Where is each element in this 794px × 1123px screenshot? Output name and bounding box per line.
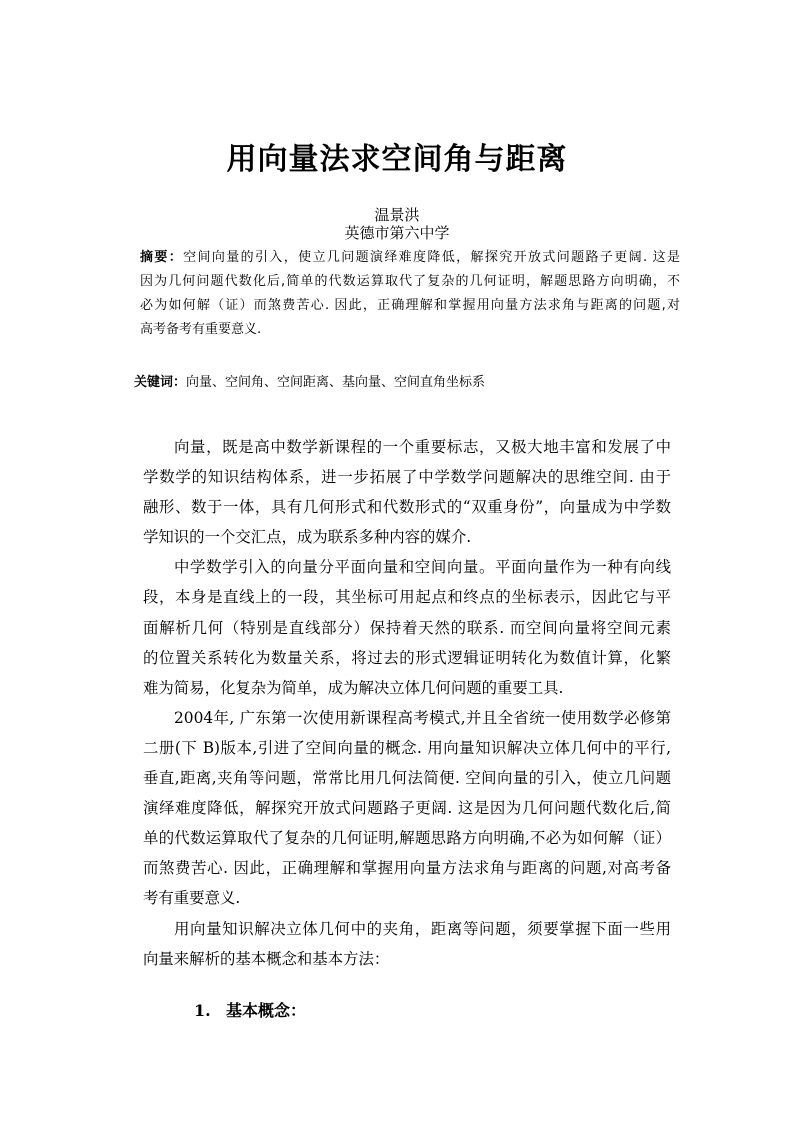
paragraph-line: 单的代数运算取代了复杂的几何证明,解题思路方向明确,不必为如何解（证） [143,829,671,848]
paragraph-line: 的位置关系转化为数量关系，将过去的形式逻辑证明转化为数值计算，化繁 [143,648,671,667]
paragraph-line: 学知识的一个交汇点，成为联系多种内容的媒介. [143,528,472,547]
keywords-label: 关键词： [134,375,187,390]
abstract [140,246,680,342]
document-title: 用向量法求空间角与距离 [226,142,568,177]
paragraph-line: 二册(下 B)版本,引进了空间向量的概念. 用向量知识解决立体几何中的平行, [143,738,671,757]
paragraph-3 [143,703,671,914]
paragraph-line: 演绎难度降低，解探究开放式问题路子更阔. 这是因为几何问题代数化后,简 [143,799,671,818]
abstract-line: 因为几何问题代数化后,简单的代数运算取代了复杂的几何证明，解题思路方向明确，不 [140,274,680,289]
paragraph-line: 而煞费苦心. 因此，正确理解和掌握用向量方法求角与距离的问题,对高考备 [143,859,671,878]
paragraph-line: 垂直,距离,夹角等问题，常常比用几何法简便. 空间向量的引入，使立几问题 [143,769,671,788]
paragraph-line: 难为简易，化复杂为简单，成为解决立体几何问题的重要工具. [143,678,564,697]
paragraph-line: 2004年, 广东第一次使用新课程高考模式,并且全省统一使用数学必修第 [174,708,671,727]
abstract-text: 空间向量的引入，使立几问题演绎难度降低，解探究开放式问题路子更阔. 这是 [183,250,680,265]
paragraph-line: 向量来解析的基本概念和基本方法： [143,949,390,968]
paragraph-line: 考有重要意义. [143,889,241,908]
paragraph-line: 用向量知识解决立体几何中的夹角，距离等问题，须要掌握下面一些用 [174,919,671,938]
body-text [143,432,671,974]
keywords-text: 向量、空间角、空间距离、基向量、空间直角坐标系 [186,375,486,390]
section-heading [194,998,306,1021]
paragraph-line: 面解析几何（特别是直线部分）保持着天然的联系. 而空间向量将空间元素 [143,618,671,637]
section-number: 1. [194,1001,211,1020]
paragraph-line: 向量，既是高中数学新课程的一个重要标志，又极大地丰富和发展了中 [174,438,671,456]
paragraph-line: 学数学的知识结构体系，进一步拓展了中学数学问题解决的思维空间. 由于 [143,468,671,487]
paragraph-line: 中学数学引入的向量分平面向量和空间向量。平面向量作为一种有向线 [174,558,671,577]
school-name: 英德市第六中学 [344,224,450,242]
author-name: 温景洪 [374,206,420,224]
paragraph-1 [143,432,671,552]
abstract-line: 高考备考有重要意义. [140,322,262,337]
abstract-label: 摘要： [140,250,184,265]
paragraph-line: 融形、数于一体，具有几何形式和代数形式的“双重身份”，向量成为中学数 [143,498,671,517]
paragraph-4 [143,914,671,974]
section-title: 基本概念： [226,1001,307,1020]
abstract-line: 必为如何解（证）而煞费苦心. 因此，正确理解和掌握用向量方法求角与距离的问题,对 [140,298,680,313]
paragraph-2 [143,552,671,702]
keywords [134,371,485,390]
paragraph-line: 段，本身是直线上的一段，其坐标可用起点和终点的坐标表示，因此它与平 [143,588,671,607]
abstract-line [140,246,680,270]
